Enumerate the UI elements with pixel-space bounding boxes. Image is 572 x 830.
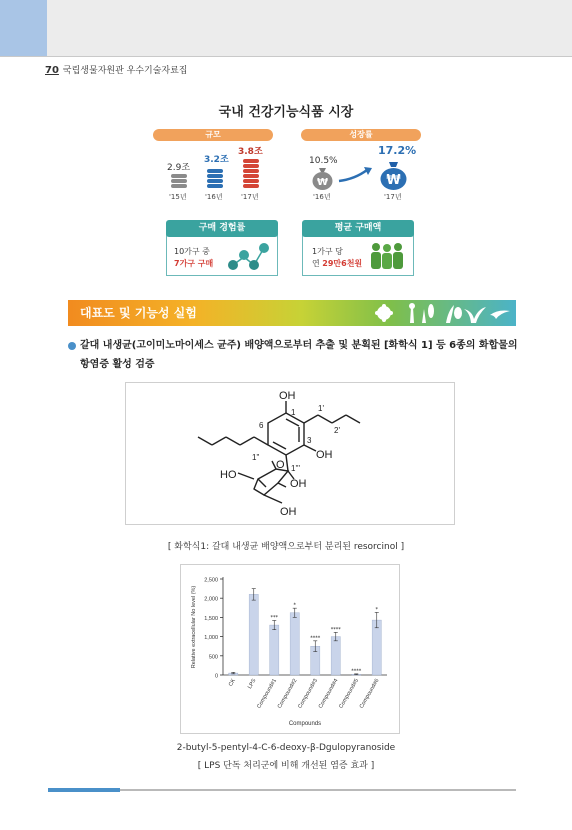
structure-label-6: 6 <box>259 421 264 430</box>
bullet-marker <box>68 342 76 350</box>
structure-label-2p: 2' <box>334 426 340 435</box>
scale-value-15: 2.9조 <box>167 163 191 173</box>
network-people-icon <box>226 239 272 273</box>
scale-value-17: 3.8조 <box>238 147 263 157</box>
growth-value-17: 17.2% <box>378 144 417 157</box>
chart-caption: [ LPS 단독 처리군에 비해 개선된 염증 효과 ] <box>197 761 375 771</box>
y-tick-label: 0 <box>214 673 218 680</box>
bullet-text: 갈대 내생균(고이미노마이세스 균주) 배양액으로부터 추출 및 분획된 [화학식 1] 등 6종의 화합물의 항염증 활성 검증 <box>80 340 518 370</box>
structure-caption: [ 화학식1: 갈대 내생균 배양액으로부터 분리된 resorcinol ] <box>167 542 405 552</box>
significance-mark: *** <box>270 614 278 621</box>
structure-label-oh-right: OH <box>316 449 333 461</box>
structure-label-1: 1 <box>291 408 296 417</box>
coin-stack-16 <box>207 164 223 188</box>
category-label: CK <box>227 678 237 688</box>
y-tick-label: 2,000 <box>204 596 218 603</box>
compound-name: 2-butyl-5-pentyl-4-C-6-deoxy-β-Dgulopyranoside <box>176 743 396 753</box>
category-label: Compound#3 <box>297 678 319 710</box>
category-label: LPS <box>247 678 258 691</box>
significance-mark: **** <box>351 668 362 675</box>
structure-label-oh-bottom: OH <box>280 506 297 518</box>
nature-silhouette-icon <box>368 301 513 325</box>
purchase-experience-line2: 7가구 구매 <box>174 259 214 268</box>
no-level-bar-chart <box>181 565 401 735</box>
bar <box>331 637 340 675</box>
bar <box>372 620 381 675</box>
infographic-title: 국내 건강기능식품 시장 <box>218 105 354 120</box>
svg-text:₩: ₩ <box>386 173 401 188</box>
scale-value-16: 3.2조 <box>204 155 229 165</box>
average-purchase-text <box>312 246 362 270</box>
scale-year-16: '16년 <box>205 193 223 201</box>
growth-value-16: 10.5% <box>309 156 338 166</box>
chapter-tab <box>0 0 47 56</box>
scale-year-17: '17년 <box>241 193 259 201</box>
structure-label-1p: 1' <box>318 404 324 413</box>
purchase-experience-line1: 10가구 중 <box>174 247 210 256</box>
y-axis-label: Relative extracellular No level (%) <box>191 585 197 669</box>
structure-label-1ppp: 1''' <box>291 464 301 473</box>
y-tick-label: 1,500 <box>204 615 218 622</box>
bar <box>270 625 279 675</box>
money-bag-icon <box>310 166 335 191</box>
growth-year-17: '17년 <box>384 193 402 201</box>
significance-mark: **** <box>310 635 321 642</box>
structure-label-3: 3 <box>307 436 312 445</box>
structure-label-ho: HO <box>220 469 237 481</box>
category-label: Compound#6 <box>358 678 381 710</box>
x-axis-label: Compounds <box>288 721 322 727</box>
coin-stack-15 <box>171 172 187 188</box>
bar <box>290 613 299 675</box>
category-label: Compound#2 <box>276 678 299 710</box>
chart-figure-box <box>180 564 400 734</box>
growth-arrow-icon <box>337 165 375 183</box>
category-label: Compound#4 <box>317 678 340 710</box>
header-divider <box>0 56 572 57</box>
category-label: Compound#1 <box>256 678 278 710</box>
structure-figure-box <box>125 382 455 525</box>
bar <box>249 594 258 675</box>
scale-year-15: '15년 <box>169 193 187 201</box>
section-banner <box>68 300 516 326</box>
y-tick-label: 2,500 <box>204 577 218 584</box>
running-header <box>45 63 188 76</box>
purchase-experience-text <box>174 246 213 270</box>
footer-accent <box>48 788 120 792</box>
money-bag-large-icon <box>378 160 409 191</box>
growth-label: 성장률 <box>301 129 421 141</box>
significance-mark: **** <box>330 626 341 633</box>
category-label: Compound#5 <box>338 678 360 710</box>
average-purchase-line1: 1가구 당 <box>312 247 343 256</box>
structure-label-o: O <box>276 459 285 471</box>
section-title: 대표도 및 기능성 실험 <box>80 306 197 320</box>
significance-mark: * <box>375 606 378 613</box>
average-purchase-prefix: 연 <box>312 259 323 268</box>
coin-stack-17 <box>243 156 259 188</box>
top-band <box>0 0 572 56</box>
scale-label: 규모 <box>153 129 273 141</box>
structure-label-oh-top: OH <box>279 390 296 402</box>
y-tick-label: 1,000 <box>204 635 218 642</box>
family-icon <box>368 241 406 271</box>
structure-label-oh-ring: OH <box>290 478 307 490</box>
structure-label-1pp: 1" <box>252 453 260 462</box>
chemical-structure <box>126 383 456 526</box>
growth-year-16: '16년 <box>313 193 331 201</box>
purchase-experience-title: 구매 경험률 <box>166 220 278 237</box>
significance-mark: * <box>293 602 296 609</box>
y-tick-label: 500 <box>208 654 218 661</box>
svg-text:₩: ₩ <box>316 177 329 188</box>
average-purchase-amount: 29만6천원 <box>322 259 363 268</box>
page-number: 70 <box>45 65 59 76</box>
average-purchase-title: 평균 구매액 <box>302 220 414 237</box>
publication-title: 국립생물자원관 우수기술자료집 <box>62 66 188 76</box>
